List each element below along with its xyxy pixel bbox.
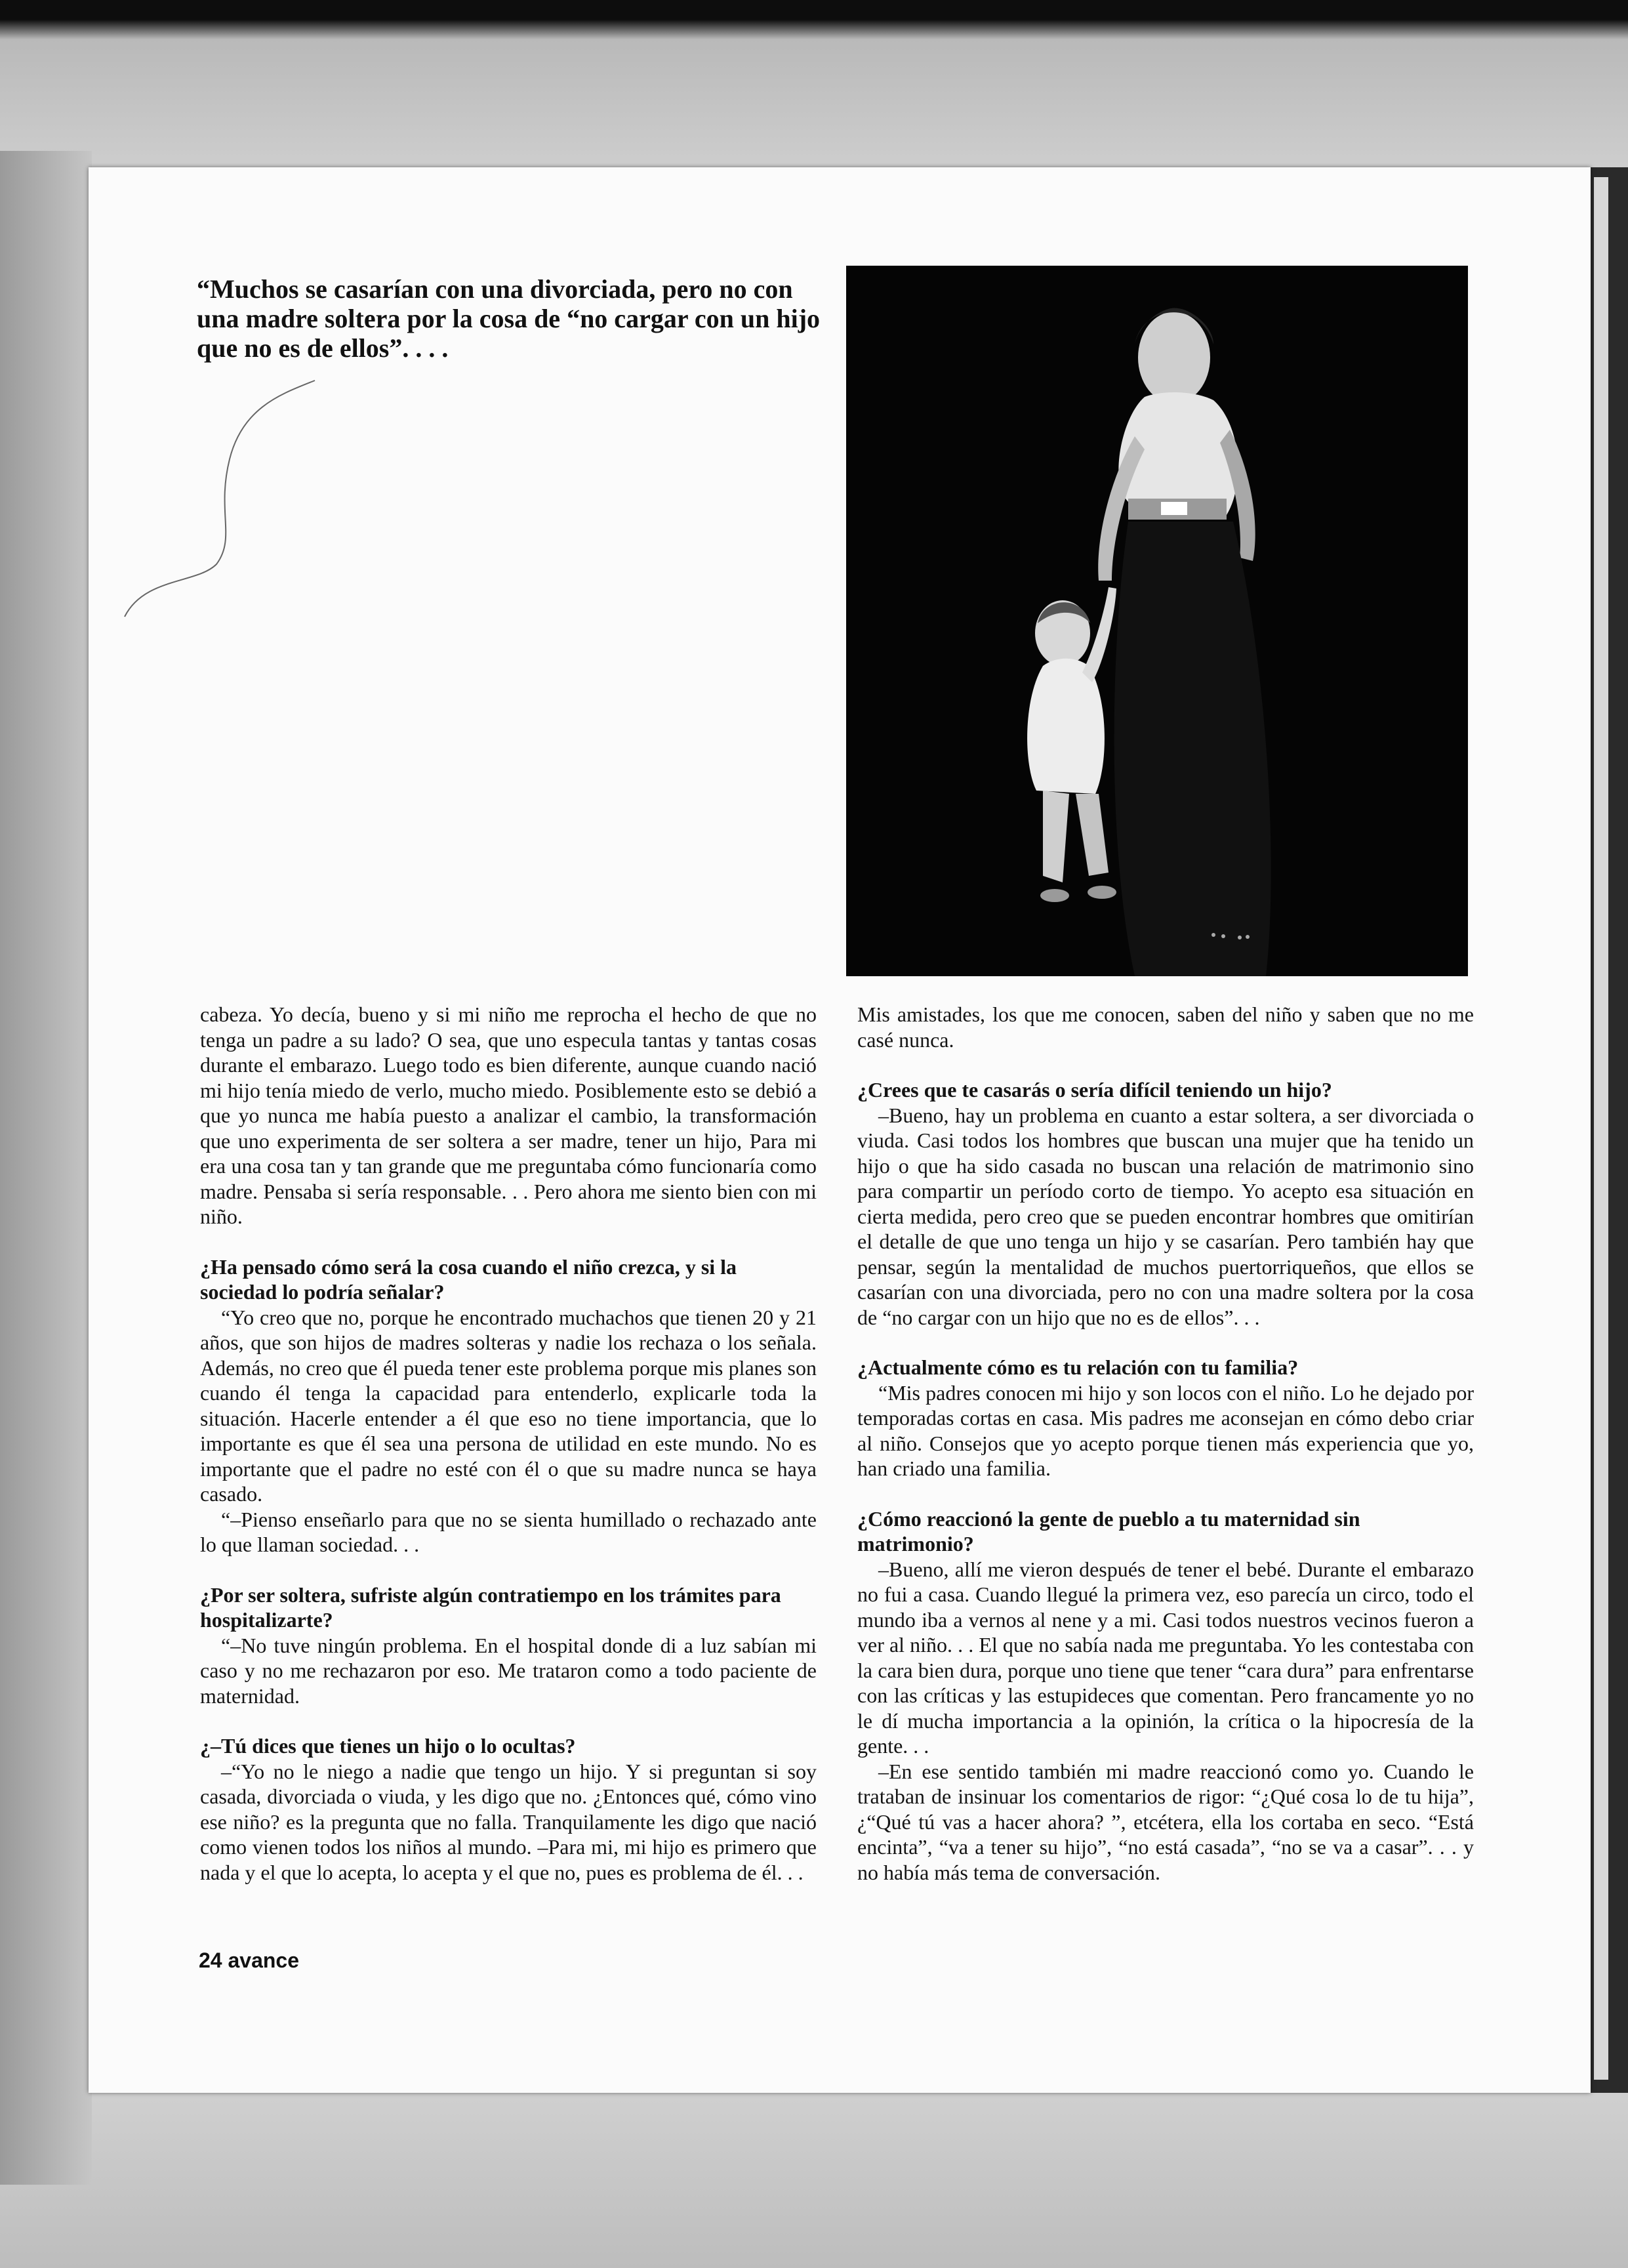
right-column <box>857 1002 1474 1885</box>
paragraph: “–No tuve ningún problema. En el hospital donde di a luz sabían mi caso y no me rechazaron por eso. Me trataron como a todo paciente de maternidad. <box>200 1633 817 1708</box>
adjacent-page-strip <box>1594 177 1608 2080</box>
paragraph: cabeza. Yo decía, bueno y si mi niño me reprocha el hecho de que no tenga un padre a su lado? O sea, que uno especula tantas y tantas cosas durante el embarazo. Luego todo es bien diferente, aunque cuando nació mi hijo tenía miedo de verlo, mucho miedo. Posiblemente esto se debió a que yo nunca me había puesto a analizar el cambio, la transformación que uno experimenta de ser soltera a ser madre, tener un hijo, Para mi era una cosa tan y tan grande que me preguntaba cómo funcionaría como madre. Pensaba si sería responsable. . . Pero ahora me siento bien con mi niño. <box>200 1002 817 1228</box>
page-folio: 24 avance <box>199 1948 300 1972</box>
pen-scribble-icon <box>118 367 328 643</box>
interview-question: ¿Por ser soltera, sufriste algún contratiempo en los trámites para hospitalizarte? <box>200 1582 781 1632</box>
binding-shadow <box>0 151 92 2185</box>
interview-question: ¿Actualmente cómo es tu relación con tu familia? <box>857 1355 1299 1379</box>
mother-and-child-photo-icon <box>846 266 1468 976</box>
photo <box>846 266 1468 976</box>
paragraph: “–Pienso enseñarlo para que no se sienta humillado o rechazado ante lo que llaman sociedad. . . <box>200 1507 817 1556</box>
left-column <box>200 1002 817 1885</box>
paragraph: “Yo creo que no, porque he encontrado muchachos que tienen 20 y 21 años, que son hijos de madres solteras y nadie los rechaza o los señala. Además, no creo que él pueda tener este problema porque mis planes son cuando él tenga la capacidad para entenderlo, explicarle toda la situación. Hacerle entender a él que eso no tiene importancia, que lo importante es que él sea una persona de utilidad en este mundo. No es importante que el padre no esté con él o que su madre nunca se haya casado. <box>200 1305 817 1506</box>
paragraph: –En ese sentido también mi madre reaccionó como yo. Cuando le trataban de insinuar los comentarios de rigor: “¿Qué cosa lo de tu hija”, ¿“Qué tú vas a hacer ahora? ”, etcétera, ella los cortaba en seco. “Está encinta”, “va a tener su hijo”, “no está casada”, “no se va a casar”. . . y no había más tema de conversación. <box>857 1759 1474 1884</box>
paragraph: –Bueno, hay un problema en cuanto a estar soltera, a ser divorciada o viuda. Casi todos los hombres que buscan una mujer que ha tenido un hijo o que ha sido casada no buscan una relación de matrimonio sino para compartir un período corto de tiempo. Yo acepto esa situación en cierta medida, pero creo que se pueden encontrar hombres que omitirían el detalle de que uno tenga un hijo y se casarían. Pero también hay que pensar, según la mentalidad de muchos puertorriqueños, que ellos se casarían con una divorciada, pero no con una madre soltera por la cosa de “no cargar con un hijo que no es de ellos”. . . <box>857 1103 1474 1329</box>
paragraph: –Bueno, allí me vieron después de tener el bebé. Durante el embarazo no fui a casa. Cuando llegué la primera vez, eso parecía un circo, todo el mundo iba a vernos al nene y a mi. Casi todos nuestros vecinos fueron a ver al niño. . . El que no sabía nada me preguntaba. Yo les contestaba con la cara bien dura, porque uno tiene que tener “cara dura” para enfrentarse con las críticas y las estupideces que comentan. Pero francamente yo no le dí mucha importancia a la opinión, la crítica o la hipocresía de la gente. . . <box>857 1557 1474 1758</box>
interview-question: ¿–Tú dices que tienes un hijo o lo ocultas? <box>200 1734 576 1758</box>
interview-question: ¿Cómo reaccionó la gente de pueblo a tu maternidad sin matrimonio? <box>857 1506 1360 1556</box>
pull-quote: “Muchos se casarían con una divorciada, pero no con una madre soltera por la cosa de “no cargar con un hijo que no es de ellos”. . . . <box>197 274 821 363</box>
paragraph: –“Yo no le niego a nadie que tengo un hijo. Y si preguntan si soy casada, divorciada o viuda, y les digo que no. ¿Entonces qué, cómo vino ese niño? es la pregunta que no falla. Tranquilamente les digo que nació como vienen todos los niños al mundo. –Para mi, mi hijo es primero que nada y el que lo acepta, lo acepta y el que no, pues es problema de él. . . <box>200 1759 817 1884</box>
interview-question: ¿Crees que te casarás o sería difícil teniendo un hijo? <box>857 1078 1332 1102</box>
interview-question: ¿Ha pensado cómo será la cosa cuando el niño crezca, y si la sociedad lo podría señalar? <box>200 1254 737 1304</box>
paragraph: Mis amistades, los que me conocen, saben del niño y saben que no me casé nunca. <box>857 1002 1474 1052</box>
paragraph: “Mis padres conocen mi hijo y son locos con el niño. Lo he dejado por temporadas cortas en casa. Mis padres me aconsejan en cómo debo criar al niño. Consejos que yo acepto porque tienen más experiencia que yo, han criado una familia. <box>857 1380 1474 1480</box>
